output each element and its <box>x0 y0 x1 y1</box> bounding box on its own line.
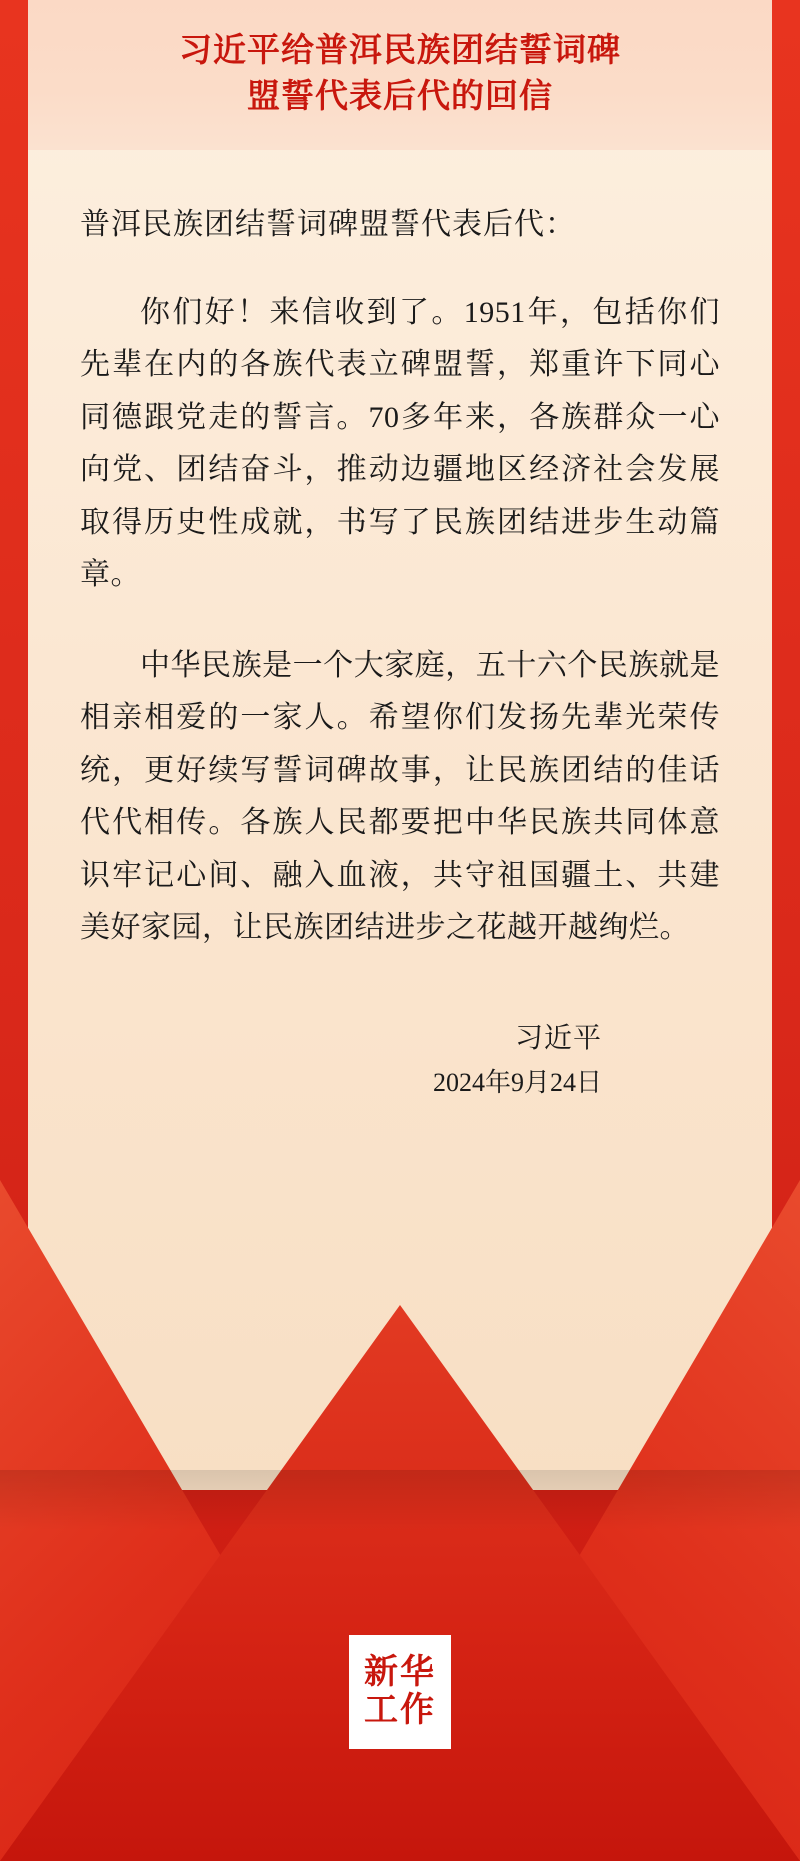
seal-line-2: 工作 <box>364 1692 436 1729</box>
letter-body <box>28 150 772 1490</box>
letter-date: 2024年9月24日 <box>432 1068 602 1098</box>
page-title-line-2: 盟誓代表后代的回信 <box>247 79 553 115</box>
seal-icon <box>352 1638 448 1746</box>
letter-paragraph-2: 中华民族是一个大家庭，五十六个民族就是相亲相爱的一家人。希望你们发扬先辈光荣传统，更好续写誓词碑故事，让民族团结的佳话代代相传。各族人民都要把中华民族共同体意识牢记心间、融入血液，共守祖国疆土、共建美好家园，让民族团结进步之花越开越绚烂。 <box>80 648 720 944</box>
letter-salutation: 普洱民族团结誓词碑盟誓代表后代： <box>80 208 576 241</box>
page-title-line-1: 习近平给普洱民族团结誓词碑 <box>179 33 621 70</box>
letter-paragraph-1: 你们好！来信收到了。1951年，包括你们先辈在内的各族代表立碑盟誓，郑重许下同心同德跟党走的誓言。70多年来，各族群众一心向党、团结奋斗，推动边疆地区经济社会发展取得历史性成就，书写了民族团结进步生动篇章。 <box>80 295 720 591</box>
seal-stamp <box>352 1638 448 1746</box>
letter-header <box>28 0 772 150</box>
letter-sheet <box>28 0 772 1490</box>
seal-line-1: 新华 <box>364 1654 436 1691</box>
letter-signature: 习近平 <box>514 1022 602 1054</box>
